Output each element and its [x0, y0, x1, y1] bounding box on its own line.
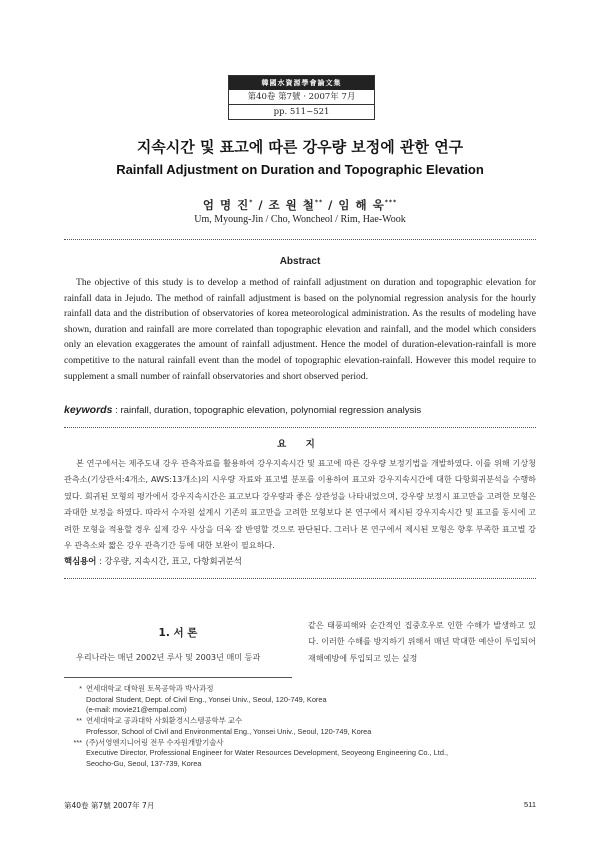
footnote — [64, 684, 536, 716]
authors-english: Um, Myoung-Jin / Cho, Woncheol / Rim, Hae-Wook — [194, 214, 406, 225]
footnote — [64, 716, 536, 737]
keywords-text: rainfall, duration, topographic elevation, polynomial regression analysis — [120, 405, 422, 416]
footnote-line: Seocho-Gu, Seoul, 137-739, Korea — [86, 758, 202, 768]
footnote-line: (e-mail: movie21@empal.com) — [86, 705, 187, 715]
author-separator: / — [323, 198, 339, 212]
author-separator: / — [253, 198, 269, 212]
author-3-name: 임 해 욱 — [338, 198, 385, 212]
keywords-line — [64, 404, 536, 416]
author-2-name: 조 원 철 — [268, 198, 315, 212]
korean-keywords-separator: : — [96, 556, 105, 566]
footnote — [64, 738, 536, 770]
authors-korean — [0, 197, 600, 213]
page-number: 511 — [524, 800, 536, 809]
journal-volume: 第40卷 第7號 · 2007年 7月 — [229, 90, 374, 105]
footnote-line — [64, 684, 536, 695]
footnote-mark: * — [79, 684, 82, 693]
divider — [64, 578, 536, 579]
korean-keywords-line — [64, 555, 536, 567]
paper-title-korean: 지속시간 및 표고에 따른 강우량 보정에 관한 연구 — [136, 138, 464, 156]
footnote-line — [64, 738, 536, 749]
korean-keywords-text: 강우량, 지속시간, 표고, 다항회귀분석 — [104, 556, 242, 566]
paper-title-english: Rainfall Adjustment on Duration and Topographic Elevation — [116, 162, 484, 177]
footnote-line — [64, 716, 536, 727]
journal-info-box — [228, 75, 375, 120]
keywords-label: keywords — [64, 404, 113, 416]
footnote-text: 연세대학교 공과대학 사회환경시스템공학부 교수 — [86, 716, 243, 726]
author-2-mark: ** — [314, 199, 324, 207]
divider — [64, 427, 536, 428]
footnote-line: Doctoral Student, Dept. of Civil Eng., Yonsei Univ., Seoul, 120-749, Korea — [86, 694, 327, 704]
footnotes — [64, 684, 536, 770]
journal-name: 韓國水資源學會論文集 — [229, 76, 374, 90]
intro-right-column: 같은 태풍피해와 순간적인 집중호우로 인한 수해가 발생하고 있다. 이러한 수해를 방지하기 위해서 매년 막대한 예산이 투입되어 재해예방에 투입되고 있는 실정 — [308, 620, 536, 663]
author-1-name: 엄 명 진 — [202, 198, 250, 212]
keywords-separator: : — [112, 405, 121, 416]
footer-journal-issue: 第40卷 第7號 2007年 7月 — [64, 801, 155, 810]
footnote-mark: *** — [73, 737, 82, 747]
abstract-heading: Abstract — [279, 256, 321, 267]
footnote-line: Professor, School of Civil and Environmental Eng., Yonsei Univ., Seoul, 120-749, Korea — [86, 726, 372, 736]
korean-keywords-label: 핵심용어 — [64, 556, 97, 566]
divider — [64, 239, 536, 240]
author-3-mark: *** — [384, 199, 398, 207]
section-heading: 1. 서 론 — [158, 627, 198, 639]
abstract-text: The objective of this study is to develop a method of rainfall adjustment on duration and topographic elevation for rainfall data in Jejudo. The method of rainfall adjustment is based on the polynomial regression analysis for the hourly rainfall data and the distribution of observatories of korea meteorological administration. As the results of modeling have shown, duration and rainfall are more correlated than topographic elevation and rainfall, and the model which considers only an elevation exaggerates the amount of rainfall adjustment. Hence the model of duration-elevation-rainfall is more competitive to the natural rainfall event than the model of topographic elevation-rainfall. However this model require to supplement a small number of rainfall observatories and short observed period. — [64, 277, 536, 382]
summary-heading: 요 지 — [277, 439, 323, 450]
summary-text: 본 연구에서는 제주도내 강우 관측자료를 활용하여 강우지속시간 및 표고에 따른 강우량 보정기법을 개발하였다. 이를 위해 기상청 관측소(기상관서:4개소, AWS:13개소)의 시우량 자료와 표고별 분포를 이용하여 표고와 강우지속시간에 대한 다항회귀분석을 수행하였다. 회귀된 모형의 평가에서 강우지속시간은 표고보다 강우량과 좋은 상관성을 나타내었으며, 강우량 보정시 표고만을 고려한 모형은 과대한 보정을 하였다. 따라서 수자원 설계시 기존의 표고만을 고려한 모형보다 본 연구에서 제시된 강우지속시간 및 표고를 동시에 고려한 모형을 적용할 경우 실제 강우 사상을 더욱 잘 반영할 것으로 판단된다. 그러나 본 연구에서 제시된 모형은 향후 부족한 표고별 강우 관측소와 짧은 강우 관측기간 등에 대한 보완이 필요하다. — [64, 458, 536, 551]
footnote-text: (주)서영엔지니어링 전무 수자원개발기술사 — [86, 737, 224, 747]
footnote-line: Executive Director, Professional Engineer for Water Resources Development, Seoyeong Engineering Co., Ltd., — [86, 748, 449, 758]
footnote-text: 연세대학교 대학원 토목공학과 박사과정 — [86, 684, 214, 693]
footnote-rule — [64, 677, 292, 678]
journal-pages: pp. 511~521 — [273, 107, 330, 117]
intro-left-column: 우리나라는 매년 2002년 루사 및 2003년 매미 등과 — [76, 652, 261, 662]
author-1-mark: * — [249, 199, 254, 207]
footnote-mark: ** — [76, 716, 82, 726]
